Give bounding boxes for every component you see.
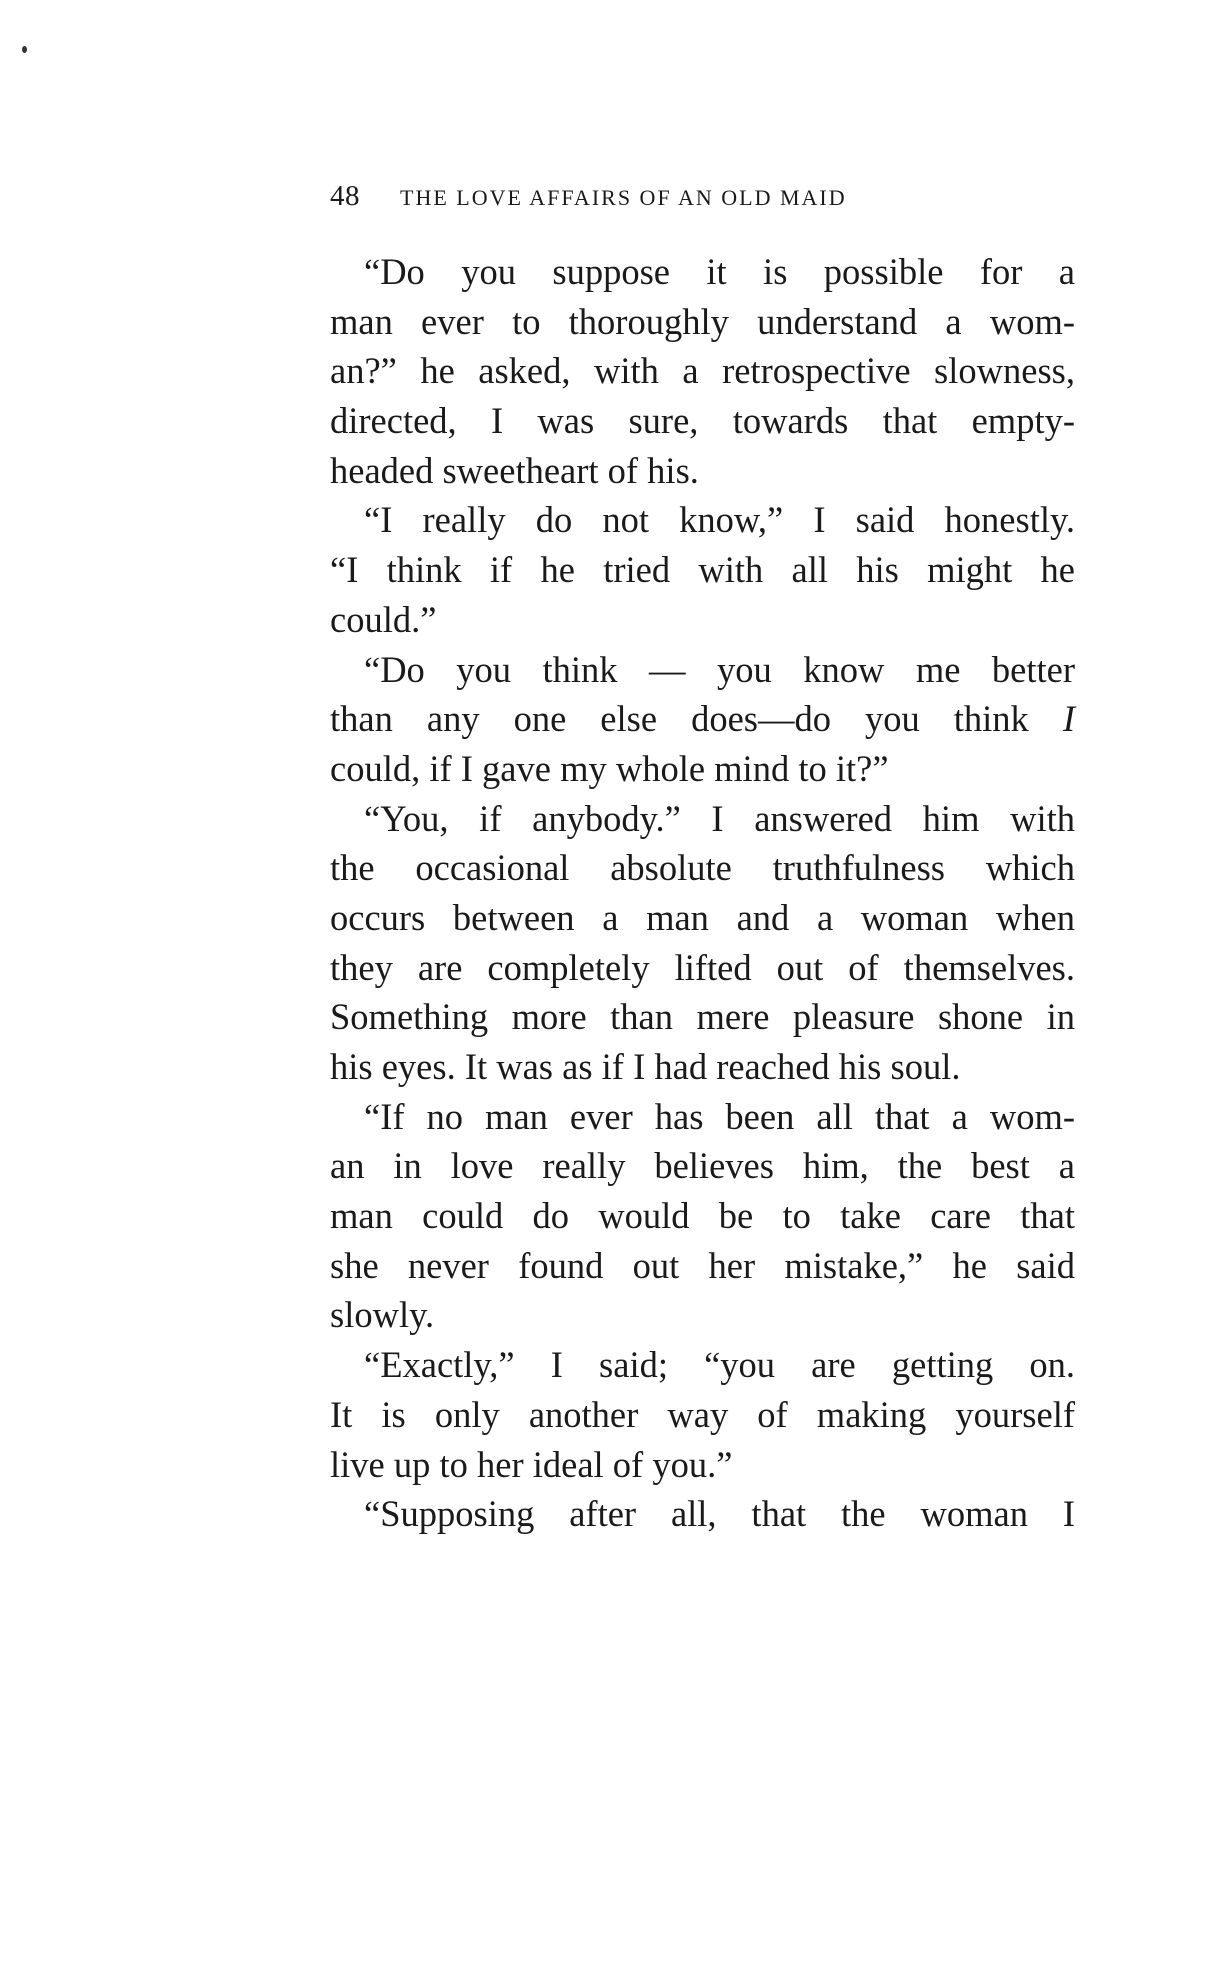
text-line: It is only another way of making yourself [330,1393,1075,1435]
page-number: 48 [330,180,360,212]
text-line: they are completely lifted out of themselves. [330,946,1075,988]
text-line: man ever to thoroughly understand a wom- [330,300,1075,342]
text-line: could, if I gave my whole mind to it?” [330,747,889,789]
body-text [330,247,1075,1539]
text-line: an?” he asked, with a retrospective slowness, [330,350,1075,392]
page-header [330,180,1075,220]
text-line: “Exactly,” I said; “you are getting on. [364,1344,1075,1386]
text-line: the occasional absolute truthfulness which [330,847,1075,889]
text-line: Something more than mere pleasure shone in [330,996,1075,1038]
text-line: “Do you suppose it is possible for a [364,251,1075,292]
text-line: occurs between a man and a woman when [330,896,1075,938]
text-line: could.” [330,598,437,640]
text-line: an in love really believes him, the best a [330,1145,1075,1187]
text-line: headed sweetheart of his. [330,449,699,491]
text-line: than any one else does—do you think I [330,698,1075,740]
text-line: “If no man ever has been all that a wom- [364,1095,1075,1137]
text-line: “I think if he tried with all his might he [330,549,1075,591]
text-line: “Do you think — you know me better [364,648,1075,690]
text-line: “I really do not know,” I said honestly. [364,499,1075,541]
running-head: THE LOVE AFFAIRS OF AN OLD MAID [400,185,847,210]
text-line: “Supposing after all, that the woman I [364,1493,1075,1535]
text-line: “You, if anybody.” I answered him with [364,797,1075,839]
emphasis-text: I [1062,698,1075,740]
text-line: man could do would be to take care that [330,1195,1075,1237]
text-line: slowly. [330,1294,435,1336]
text-line: his eyes. It was as if I had reached his soul. [330,1046,961,1087]
text-line: she never found out her mistake,” he said [330,1244,1075,1286]
print-speck [22,46,27,53]
text-line: directed, I was sure, towards that empty- [330,400,1075,442]
text-line: live up to her ideal of you.” [330,1443,733,1485]
